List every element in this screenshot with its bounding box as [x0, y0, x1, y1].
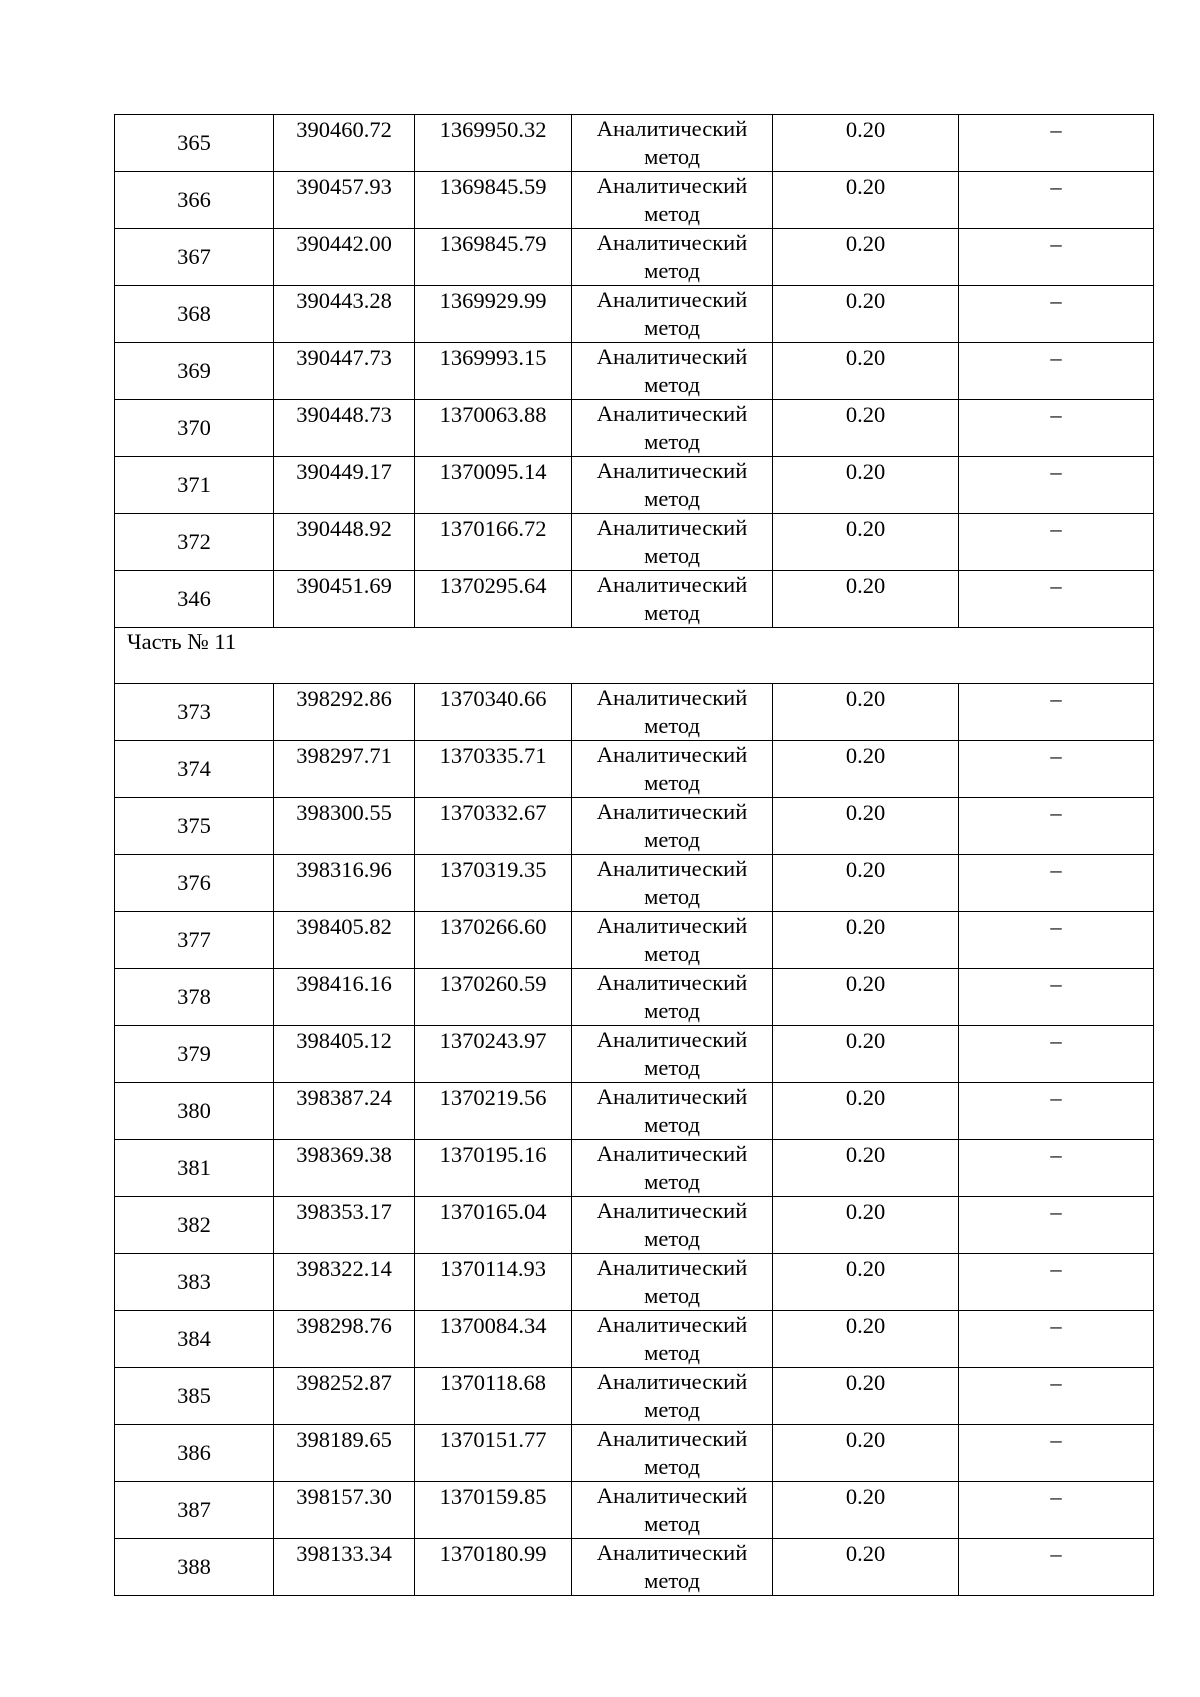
note-cell	[959, 571, 1154, 628]
table-row	[115, 115, 1154, 172]
part-heading-row	[115, 628, 1154, 684]
point-number-cell: 381	[115, 1140, 274, 1197]
table-row	[115, 1539, 1154, 1596]
note-cell	[959, 855, 1154, 912]
note-dash: –	[1050, 174, 1062, 199]
point-number-cell: 377	[115, 912, 274, 969]
table-row	[115, 1368, 1154, 1425]
x-coordinate-cell: 398369.38	[274, 1140, 415, 1197]
note-cell	[959, 798, 1154, 855]
note-dash: –	[1050, 1199, 1062, 1224]
note-dash: –	[1050, 345, 1062, 370]
method-line-1: Аналитический	[596, 287, 748, 312]
table-row	[115, 514, 1154, 571]
note-dash: –	[1050, 857, 1062, 882]
note-dash: –	[1050, 1313, 1062, 1338]
table-row	[115, 855, 1154, 912]
y-coordinate-cell: 1370165.04	[415, 1197, 572, 1254]
method-line-2: метод	[644, 372, 700, 397]
y-coordinate-cell: 1370095.14	[415, 457, 572, 514]
accuracy-cell: 0.20	[773, 1539, 959, 1596]
note-dash: –	[1050, 231, 1062, 256]
accuracy-cell: 0.20	[773, 1368, 959, 1425]
accuracy-cell: 0.20	[773, 1197, 959, 1254]
method-line-2: метод	[644, 1226, 700, 1251]
method-cell	[572, 1425, 773, 1482]
method-cell	[572, 1311, 773, 1368]
note-dash: –	[1050, 288, 1062, 313]
method-cell	[572, 741, 773, 798]
x-coordinate-cell: 390451.69	[274, 571, 415, 628]
table-row	[115, 1083, 1154, 1140]
accuracy-cell: 0.20	[773, 457, 959, 514]
table-row	[115, 1026, 1154, 1083]
point-number-cell: 370	[115, 400, 274, 457]
table-row	[115, 1197, 1154, 1254]
method-line-1: Аналитический	[596, 116, 748, 141]
x-coordinate-cell: 390460.72	[274, 115, 415, 172]
note-cell	[959, 1425, 1154, 1482]
method-line-1: Аналитический	[596, 970, 748, 995]
note-cell	[959, 1140, 1154, 1197]
method-line-2: метод	[644, 201, 700, 226]
note-dash: –	[1050, 686, 1062, 711]
method-line-1: Аналитический	[596, 1198, 748, 1223]
note-cell	[959, 912, 1154, 969]
method-cell	[572, 571, 773, 628]
note-dash: –	[1050, 402, 1062, 427]
table-section-a	[115, 115, 1154, 628]
table-row	[115, 457, 1154, 514]
note-dash: –	[1050, 914, 1062, 939]
x-coordinate-cell: 398133.34	[274, 1539, 415, 1596]
note-cell	[959, 343, 1154, 400]
y-coordinate-cell: 1370319.35	[415, 855, 572, 912]
x-coordinate-cell: 390448.92	[274, 514, 415, 571]
x-coordinate-cell: 398189.65	[274, 1425, 415, 1482]
y-coordinate-cell: 1370266.60	[415, 912, 572, 969]
accuracy-cell: 0.20	[773, 1026, 959, 1083]
method-line-2: метод	[644, 1055, 700, 1080]
method-cell	[572, 286, 773, 343]
accuracy-cell: 0.20	[773, 684, 959, 741]
y-coordinate-cell: 1370114.93	[415, 1254, 572, 1311]
method-cell	[572, 798, 773, 855]
x-coordinate-cell: 390449.17	[274, 457, 415, 514]
x-coordinate-cell: 398353.17	[274, 1197, 415, 1254]
table-row	[115, 1482, 1154, 1539]
method-cell	[572, 115, 773, 172]
method-line-2: метод	[644, 827, 700, 852]
method-cell	[572, 400, 773, 457]
note-dash: –	[1050, 117, 1062, 142]
table-row	[115, 343, 1154, 400]
method-line-2: метод	[644, 486, 700, 511]
table-row	[115, 1140, 1154, 1197]
accuracy-cell: 0.20	[773, 400, 959, 457]
note-cell	[959, 172, 1154, 229]
note-cell	[959, 1254, 1154, 1311]
point-number-cell: 379	[115, 1026, 274, 1083]
y-coordinate-cell: 1370332.67	[415, 798, 572, 855]
x-coordinate-cell: 398405.12	[274, 1026, 415, 1083]
method-cell	[572, 172, 773, 229]
method-line-2: метод	[644, 1568, 700, 1593]
point-number-cell: 376	[115, 855, 274, 912]
method-line-1: Аналитический	[596, 515, 748, 540]
note-dash: –	[1050, 1484, 1062, 1509]
method-line-2: метод	[644, 144, 700, 169]
method-line-1: Аналитический	[596, 1312, 748, 1337]
note-dash: –	[1050, 1541, 1062, 1566]
y-coordinate-cell: 1370260.59	[415, 969, 572, 1026]
accuracy-cell: 0.20	[773, 286, 959, 343]
y-coordinate-cell: 1370159.85	[415, 1482, 572, 1539]
x-coordinate-cell: 390457.93	[274, 172, 415, 229]
method-line-1: Аналитический	[596, 344, 748, 369]
note-dash: –	[1050, 573, 1062, 598]
accuracy-cell: 0.20	[773, 1311, 959, 1368]
accuracy-cell: 0.20	[773, 1482, 959, 1539]
table-row	[115, 571, 1154, 628]
table-row	[115, 286, 1154, 343]
point-number-cell: 368	[115, 286, 274, 343]
y-coordinate-cell: 1370335.71	[415, 741, 572, 798]
note-cell	[959, 1482, 1154, 1539]
method-cell	[572, 1197, 773, 1254]
method-line-2: метод	[644, 600, 700, 625]
note-dash: –	[1050, 1028, 1062, 1053]
method-line-2: метод	[644, 543, 700, 568]
x-coordinate-cell: 390447.73	[274, 343, 415, 400]
accuracy-cell: 0.20	[773, 1425, 959, 1482]
y-coordinate-cell: 1370243.97	[415, 1026, 572, 1083]
x-coordinate-cell: 398387.24	[274, 1083, 415, 1140]
note-dash: –	[1050, 1142, 1062, 1167]
point-number-cell: 388	[115, 1539, 274, 1596]
note-dash: –	[1050, 971, 1062, 996]
accuracy-cell: 0.20	[773, 229, 959, 286]
table-row	[115, 969, 1154, 1026]
method-line-1: Аналитический	[596, 799, 748, 824]
table-row	[115, 684, 1154, 741]
point-number-cell: 386	[115, 1425, 274, 1482]
point-number-cell: 373	[115, 684, 274, 741]
accuracy-cell: 0.20	[773, 798, 959, 855]
accuracy-cell: 0.20	[773, 514, 959, 571]
y-coordinate-cell: 1370063.88	[415, 400, 572, 457]
note-cell	[959, 400, 1154, 457]
method-line-2: метод	[644, 884, 700, 909]
method-line-2: метод	[644, 1169, 700, 1194]
note-cell	[959, 115, 1154, 172]
accuracy-cell: 0.20	[773, 855, 959, 912]
method-line-1: Аналитический	[596, 913, 748, 938]
note-cell	[959, 286, 1154, 343]
x-coordinate-cell: 390443.28	[274, 286, 415, 343]
y-coordinate-cell: 1370166.72	[415, 514, 572, 571]
point-number-cell: 385	[115, 1368, 274, 1425]
method-line-2: метод	[644, 713, 700, 738]
table-part-row-group	[115, 628, 1154, 684]
method-cell	[572, 1026, 773, 1083]
y-coordinate-cell: 1370219.56	[415, 1083, 572, 1140]
x-coordinate-cell: 398298.76	[274, 1311, 415, 1368]
table-row	[115, 1425, 1154, 1482]
x-coordinate-cell: 398157.30	[274, 1482, 415, 1539]
note-cell	[959, 1368, 1154, 1425]
method-cell	[572, 684, 773, 741]
method-cell	[572, 1083, 773, 1140]
y-coordinate-cell: 1369845.79	[415, 229, 572, 286]
method-line-1: Аналитический	[596, 1426, 748, 1451]
note-cell	[959, 684, 1154, 741]
table-row	[115, 912, 1154, 969]
x-coordinate-cell: 398405.82	[274, 912, 415, 969]
method-line-2: метод	[644, 429, 700, 454]
method-cell	[572, 969, 773, 1026]
method-cell	[572, 457, 773, 514]
table-row	[115, 1254, 1154, 1311]
y-coordinate-cell: 1369929.99	[415, 286, 572, 343]
point-number-cell: 369	[115, 343, 274, 400]
table-row	[115, 400, 1154, 457]
accuracy-cell: 0.20	[773, 172, 959, 229]
method-cell	[572, 1482, 773, 1539]
point-number-cell: 378	[115, 969, 274, 1026]
point-number-cell: 365	[115, 115, 274, 172]
accuracy-cell: 0.20	[773, 741, 959, 798]
note-dash: –	[1050, 516, 1062, 541]
method-cell	[572, 1368, 773, 1425]
table-row	[115, 741, 1154, 798]
method-line-2: метод	[644, 1511, 700, 1536]
accuracy-cell: 0.20	[773, 912, 959, 969]
method-cell	[572, 229, 773, 286]
point-number-cell: 383	[115, 1254, 274, 1311]
method-line-1: Аналитический	[596, 1540, 748, 1565]
y-coordinate-cell: 1369950.32	[415, 115, 572, 172]
method-line-2: метод	[644, 770, 700, 795]
method-line-1: Аналитический	[596, 856, 748, 881]
point-number-cell: 372	[115, 514, 274, 571]
point-number-cell: 380	[115, 1083, 274, 1140]
method-line-2: метод	[644, 941, 700, 966]
note-cell	[959, 741, 1154, 798]
method-line-2: метод	[644, 1112, 700, 1137]
note-cell	[959, 457, 1154, 514]
accuracy-cell: 0.20	[773, 969, 959, 1026]
method-line-2: метод	[644, 315, 700, 340]
method-cell	[572, 343, 773, 400]
coordinates-table	[114, 114, 1154, 1596]
method-cell	[572, 912, 773, 969]
point-number-cell: 346	[115, 571, 274, 628]
y-coordinate-cell: 1370151.77	[415, 1425, 572, 1482]
method-cell	[572, 1539, 773, 1596]
x-coordinate-cell: 398300.55	[274, 798, 415, 855]
note-cell	[959, 969, 1154, 1026]
table-section-b	[115, 684, 1154, 1596]
note-dash: –	[1050, 800, 1062, 825]
note-cell	[959, 1083, 1154, 1140]
note-cell	[959, 1311, 1154, 1368]
method-line-2: метод	[644, 998, 700, 1023]
part-label: Часть № 11	[115, 628, 1154, 684]
accuracy-cell: 0.20	[773, 1083, 959, 1140]
point-number-cell: 371	[115, 457, 274, 514]
method-line-2: метод	[644, 1454, 700, 1479]
method-cell	[572, 514, 773, 571]
note-dash: –	[1050, 1256, 1062, 1281]
method-line-1: Аналитический	[596, 1141, 748, 1166]
method-line-1: Аналитический	[596, 230, 748, 255]
table-row	[115, 798, 1154, 855]
method-line-1: Аналитический	[596, 1027, 748, 1052]
method-cell	[572, 1140, 773, 1197]
method-line-1: Аналитический	[596, 1369, 748, 1394]
x-coordinate-cell: 398297.71	[274, 741, 415, 798]
method-line-1: Аналитический	[596, 1255, 748, 1280]
point-number-cell: 382	[115, 1197, 274, 1254]
note-dash: –	[1050, 459, 1062, 484]
method-line-1: Аналитический	[596, 458, 748, 483]
method-line-2: метод	[644, 258, 700, 283]
x-coordinate-cell: 398292.86	[274, 684, 415, 741]
point-number-cell: 375	[115, 798, 274, 855]
x-coordinate-cell: 398316.96	[274, 855, 415, 912]
point-number-cell: 367	[115, 229, 274, 286]
x-coordinate-cell: 390442.00	[274, 229, 415, 286]
method-cell	[572, 855, 773, 912]
method-line-1: Аналитический	[596, 742, 748, 767]
y-coordinate-cell: 1369993.15	[415, 343, 572, 400]
accuracy-cell: 0.20	[773, 343, 959, 400]
x-coordinate-cell: 398322.14	[274, 1254, 415, 1311]
table-row	[115, 1311, 1154, 1368]
note-cell	[959, 1539, 1154, 1596]
point-number-cell: 384	[115, 1311, 274, 1368]
method-line-1: Аналитический	[596, 572, 748, 597]
method-line-1: Аналитический	[596, 1483, 748, 1508]
x-coordinate-cell: 398416.16	[274, 969, 415, 1026]
accuracy-cell: 0.20	[773, 115, 959, 172]
y-coordinate-cell: 1370295.64	[415, 571, 572, 628]
table-row	[115, 172, 1154, 229]
method-line-2: метод	[644, 1283, 700, 1308]
y-coordinate-cell: 1370180.99	[415, 1539, 572, 1596]
note-dash: –	[1050, 1370, 1062, 1395]
x-coordinate-cell: 398252.87	[274, 1368, 415, 1425]
note-dash: –	[1050, 743, 1062, 768]
y-coordinate-cell: 1370118.68	[415, 1368, 572, 1425]
point-number-cell: 374	[115, 741, 274, 798]
accuracy-cell: 0.20	[773, 1140, 959, 1197]
method-line-1: Аналитический	[596, 1084, 748, 1109]
method-line-1: Аналитический	[596, 685, 748, 710]
method-cell	[572, 1254, 773, 1311]
note-dash: –	[1050, 1085, 1062, 1110]
table-row	[115, 229, 1154, 286]
method-line-2: метод	[644, 1340, 700, 1365]
method-line-1: Аналитический	[596, 173, 748, 198]
y-coordinate-cell: 1370084.34	[415, 1311, 572, 1368]
method-line-1: Аналитический	[596, 401, 748, 426]
note-cell	[959, 1026, 1154, 1083]
y-coordinate-cell: 1370340.66	[415, 684, 572, 741]
y-coordinate-cell: 1369845.59	[415, 172, 572, 229]
accuracy-cell: 0.20	[773, 571, 959, 628]
point-number-cell: 366	[115, 172, 274, 229]
method-line-2: метод	[644, 1397, 700, 1422]
point-number-cell: 387	[115, 1482, 274, 1539]
y-coordinate-cell: 1370195.16	[415, 1140, 572, 1197]
note-cell	[959, 229, 1154, 286]
accuracy-cell: 0.20	[773, 1254, 959, 1311]
x-coordinate-cell: 390448.73	[274, 400, 415, 457]
note-cell	[959, 1197, 1154, 1254]
note-cell	[959, 514, 1154, 571]
note-dash: –	[1050, 1427, 1062, 1452]
